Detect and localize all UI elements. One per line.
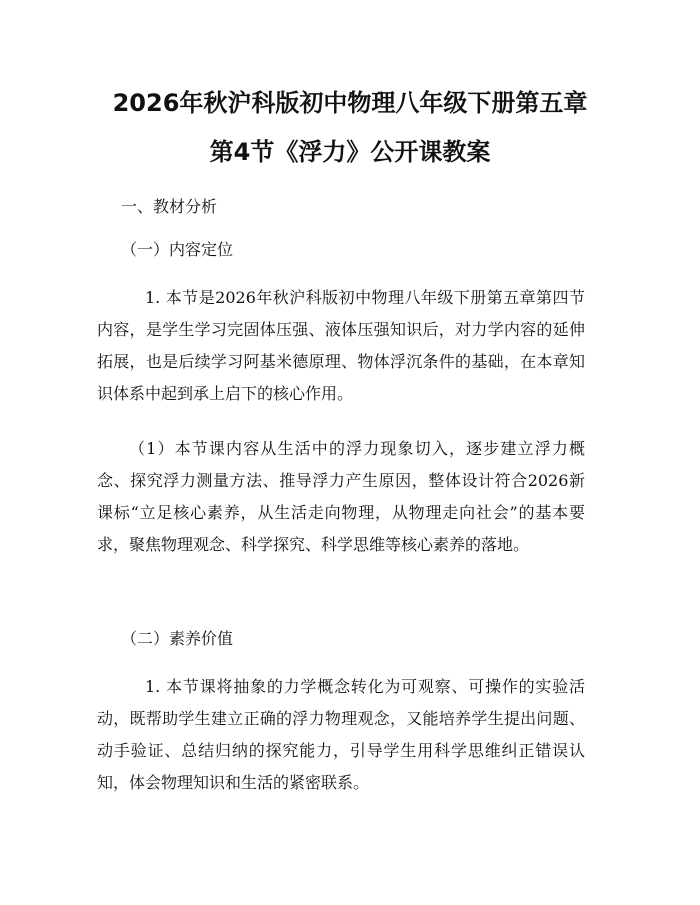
paragraph-literacy-value-1: 1. 本节课将抽象的力学概念转化为可观察、可操作的实验活动，既帮助学生建立正确的浮力物理观念，又能培养学生提出问题、动手验证、总结归纳的探究能力，引导学生用科学思维纠正错误认知，体会物理知识和生活的紧密联系。 xyxy=(97,677,585,792)
document-title-line-1: 2026年秋沪科版初中物理八年级下册第五章 xyxy=(112,89,588,117)
subsection-heading-content-positioning: （一）内容定位 xyxy=(121,240,234,259)
paragraph-content-positioning-2: （1）本节课内容从生活中的浮力现象切入，逐步建立浮力概念、探究浮力测量方法、推导浮力产生原因，整体设计符合2026新课标“立足核心素养，从生活走向物理，从物理走向社会”的基本要求，聚焦物理观念、科学探究、科学思维等核心素养的落地。 xyxy=(97,439,585,554)
section-heading-textbook-analysis: 一、教材分析 xyxy=(121,197,218,216)
subsection-heading-literacy-value: （二）素养价值 xyxy=(121,629,234,648)
paragraph-content-positioning-1: 1. 本节是2026年秋沪科版初中物理八年级下册第五章第四节内容，是学生学习完固体压强、液体压强知识后，对力学内容的延伸拓展，也是后续学习阿基米德原理、物体浮沉条件的基础，在本章知识体系中起到承上启下的核心作用。 xyxy=(97,288,585,403)
document-title-line-2: 第4节《浮力》公开课教案 xyxy=(209,138,491,166)
